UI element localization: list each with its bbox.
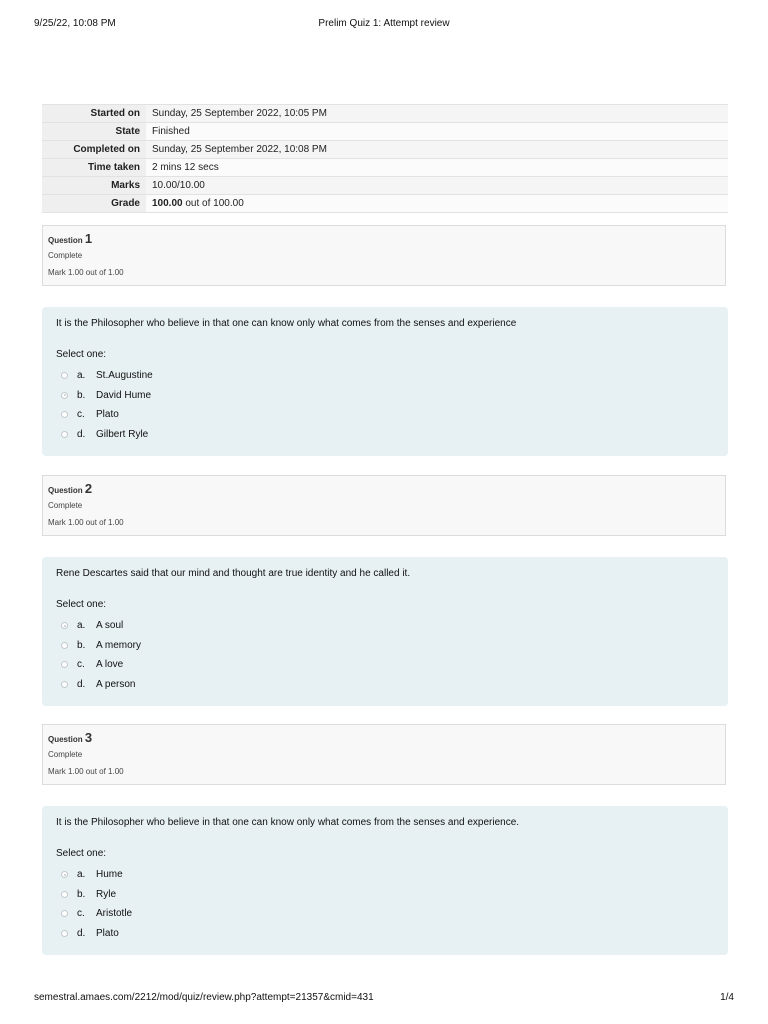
radio-button[interactable] <box>61 910 68 917</box>
print-datetime: 9/25/22, 10:08 PM <box>34 18 116 29</box>
question-mark: Mark 1.00 out of 1.00 <box>48 268 124 277</box>
question-content-3 <box>42 806 728 955</box>
radio-button[interactable] <box>61 431 68 438</box>
radio-button-selected[interactable] <box>61 871 68 878</box>
question-state: Complete <box>48 750 83 759</box>
question-text: It is the Philosopher who believe in that one can know only what comes from the senses and experience <box>56 318 517 329</box>
answer-option[interactable] <box>56 865 714 885</box>
question-label: Question <box>48 236 83 245</box>
question-state: Complete <box>48 501 83 510</box>
option-text: St.Augustine <box>96 370 153 382</box>
summary-value: 10.00/10.00 <box>146 177 728 195</box>
option-text: A love <box>96 659 124 671</box>
question-info-1 <box>42 225 726 286</box>
summary-value: Finished <box>146 123 728 141</box>
summary-key: Grade <box>42 195 146 213</box>
print-url: semestral.amaes.com/2212/mod/quiz/review.php?attempt=21357&cmid=431 <box>34 992 374 1003</box>
print-footer <box>34 992 734 1003</box>
question-number: 2 <box>84 481 93 496</box>
answer-option[interactable] <box>56 636 714 656</box>
option-text: Gilbert Ryle <box>96 428 149 440</box>
question-state: Complete <box>48 251 83 260</box>
option-text: A person <box>96 678 136 690</box>
answer-option[interactable] <box>56 885 714 905</box>
print-page-title: Prelim Quiz 1: Attempt review <box>318 18 450 29</box>
question-text: Rene Descartes said that our mind and thought are true identity and he called it. <box>56 568 411 579</box>
answer-option[interactable] <box>56 655 714 675</box>
radio-button[interactable] <box>61 642 68 649</box>
page-number: 1/4 <box>720 992 734 1003</box>
option-text: A soul <box>96 620 124 632</box>
summary-row <box>42 123 728 141</box>
option-letter: a. <box>77 370 86 382</box>
question-label: Question <box>48 735 83 744</box>
question-content-1 <box>42 307 728 456</box>
option-letter: c. <box>77 659 85 671</box>
option-text: Hume <box>96 869 123 881</box>
answer-option[interactable] <box>56 924 714 944</box>
question-text: It is the Philosopher who believe in that one can know only what comes from the senses and experience. <box>56 817 520 828</box>
question-label: Question <box>48 486 83 495</box>
summary-key: Started on <box>42 105 146 123</box>
question-mark: Mark 1.00 out of 1.00 <box>48 518 124 527</box>
radio-button[interactable] <box>61 891 68 898</box>
summary-row <box>42 141 728 159</box>
select-one-prompt: Select one: <box>56 848 107 859</box>
answer-option[interactable] <box>56 425 714 445</box>
select-one-prompt: Select one: <box>56 349 107 360</box>
question-number: 3 <box>84 730 93 745</box>
summary-row <box>42 159 728 177</box>
option-letter: c. <box>77 409 85 421</box>
option-letter: a. <box>77 869 86 881</box>
summary-value: Sunday, 25 September 2022, 10:08 PM <box>146 141 728 159</box>
summary-value <box>146 195 728 213</box>
summary-row <box>42 177 728 195</box>
summary-key: Completed on <box>42 141 146 159</box>
answer-option[interactable] <box>56 405 714 425</box>
grade-suffix: out of 100.00 <box>182 198 244 209</box>
summary-row <box>42 195 728 213</box>
summary-value: 2 mins 12 secs <box>146 159 728 177</box>
question-number: 1 <box>84 231 93 246</box>
option-text: Plato <box>96 927 119 939</box>
radio-button[interactable] <box>61 372 68 379</box>
radio-button-selected[interactable] <box>61 392 68 399</box>
radio-button-selected[interactable] <box>61 622 68 629</box>
grade-value: 100.00 <box>152 198 183 209</box>
option-letter: b. <box>77 888 86 900</box>
option-letter: b. <box>77 639 86 651</box>
attempt-summary-table <box>42 104 728 213</box>
summary-key: State <box>42 123 146 141</box>
answer-option[interactable] <box>56 366 714 386</box>
option-text: Ryle <box>96 888 117 900</box>
radio-button[interactable] <box>61 661 68 668</box>
option-letter: b. <box>77 389 86 401</box>
question-mark: Mark 1.00 out of 1.00 <box>48 767 124 776</box>
option-text: A memory <box>96 639 142 651</box>
option-text: Plato <box>96 409 119 421</box>
answer-option[interactable] <box>56 616 714 636</box>
summary-row <box>42 105 728 123</box>
option-letter: a. <box>77 620 86 632</box>
option-letter: d. <box>77 428 86 440</box>
option-text: David Hume <box>96 389 152 401</box>
radio-button[interactable] <box>61 681 68 688</box>
answer-options <box>56 865 714 943</box>
summary-value: Sunday, 25 September 2022, 10:05 PM <box>146 105 728 123</box>
answer-option[interactable] <box>56 904 714 924</box>
option-letter: c. <box>77 908 85 920</box>
question-info-2 <box>42 475 726 536</box>
option-letter: d. <box>77 927 86 939</box>
option-text: Aristotle <box>96 908 133 920</box>
select-one-prompt: Select one: <box>56 599 107 610</box>
summary-key: Marks <box>42 177 146 195</box>
radio-button[interactable] <box>61 411 68 418</box>
option-letter: d. <box>77 678 86 690</box>
question-info-3 <box>42 724 726 785</box>
question-content-2 <box>42 557 728 706</box>
answer-options <box>56 616 714 694</box>
answer-option[interactable] <box>56 386 714 406</box>
answer-option[interactable] <box>56 675 714 695</box>
answer-options <box>56 366 714 444</box>
summary-key: Time taken <box>42 159 146 177</box>
print-header <box>34 18 734 29</box>
radio-button[interactable] <box>61 930 68 937</box>
